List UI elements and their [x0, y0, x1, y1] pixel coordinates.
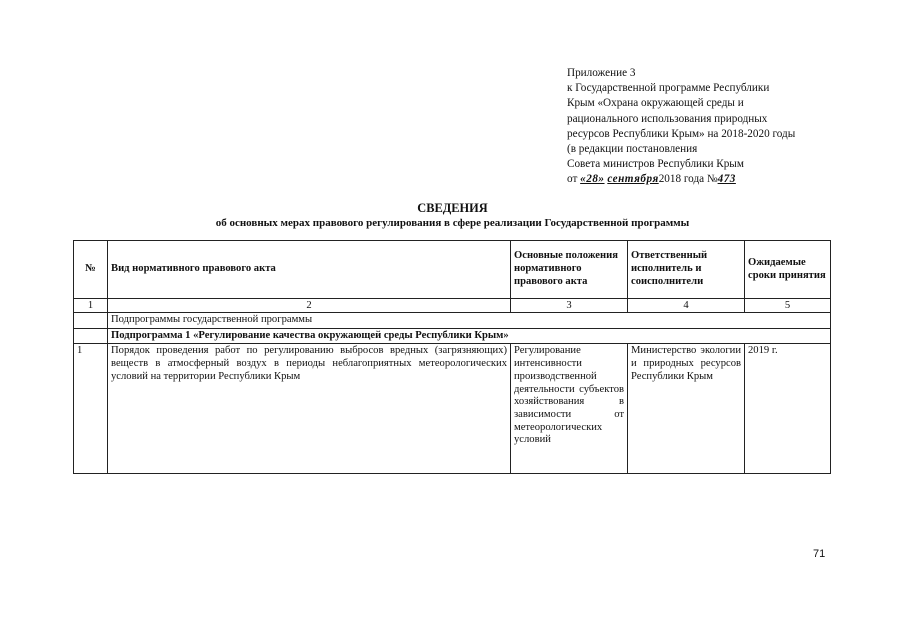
header-provisions: Основные положения нормативного правового акта: [511, 241, 628, 299]
table-row: [74, 344, 831, 474]
date-month-handwritten: сентября: [607, 173, 659, 186]
appendix-line: Крым «Охрана окружающей среды и: [567, 97, 744, 110]
header-executor: Ответственный исполнитель и соисполнители: [628, 241, 745, 299]
appendix-line: (в редакции постановления: [567, 143, 698, 156]
row-term: 2019 г.: [745, 344, 831, 474]
column-number: 4: [628, 299, 745, 313]
date-year-text: 2018 года №: [658, 173, 718, 186]
appendix-line: рационального использования природных: [567, 112, 768, 125]
appendix-date-line: [567, 172, 867, 187]
column-number: 1: [74, 299, 108, 313]
appendix-block: [567, 66, 867, 188]
document-title: СВЕДЕНИЯ: [417, 201, 488, 215]
section-label: Подпрограммы государственной программы: [108, 313, 831, 329]
column-number-row: [74, 299, 831, 313]
subprogram-label: Подпрограмма 1 «Регулирование качества окружающей среды Республики Крым»: [108, 328, 831, 344]
measures-table: [73, 240, 831, 474]
row-number: 1: [74, 344, 108, 474]
column-number: 2: [108, 299, 511, 313]
header-act-type: Вид нормативного правового акта: [108, 241, 511, 299]
row-act-type: Порядок проведения работ по регулированию выбросов вредных (загрязняющих) веществ в атмосферный воздух в периоды неблагоприятных метеорологических условий на территории Республики Крым: [108, 344, 511, 474]
column-number: 3: [511, 299, 628, 313]
page-number: 71: [813, 548, 826, 560]
appendix-line: Приложение 3: [567, 67, 636, 79]
header-term: Ожидаемые сроки принятия: [745, 241, 831, 299]
table-header-row: [74, 241, 831, 299]
document-subtitle: об основных мерах правового регулирования в сфере реализации Государственной программы: [215, 217, 690, 229]
appendix-line: к Государственной программе Республики: [567, 82, 770, 95]
date-day-handwritten: «28»: [580, 173, 605, 186]
header-number: №: [74, 241, 108, 299]
appendix-line: ресурсов Республики Крым» на 2018-2020 годы: [567, 127, 796, 140]
row-provisions: Регулирование интенсивности производственной деятельности субъектов хозяйствования в зависимости от метеорологических условий: [511, 344, 628, 474]
row-executor: Министерство экологии и природных ресурсов Республики Крым: [628, 344, 745, 474]
date-prefix: от: [567, 173, 578, 186]
column-number: 5: [745, 299, 831, 313]
subprogram-row: [74, 328, 831, 344]
appendix-line: Совета министров Республики Крым: [567, 158, 744, 171]
date-number-handwritten: 473: [717, 173, 736, 186]
section-row: [74, 313, 831, 329]
